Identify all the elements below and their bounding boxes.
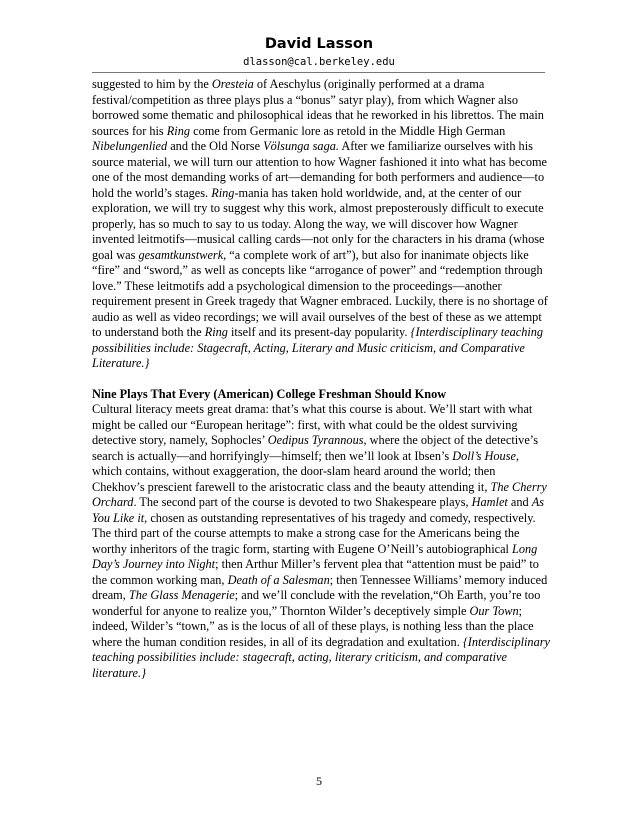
text-run: suggested to him by the	[92, 77, 212, 91]
teaching-note: {Interdisciplinary teaching possibilities include: stagecraft, acting, literary criticism, and comparative literature.}	[92, 634, 550, 680]
title-italic: The Cherry Orchard	[92, 479, 547, 509]
text-run: , which contains, without exaggeration, the door-slam heard around the world; then Chekhov’s prescient farewell to the aristocratic class and the beauty attending it,	[92, 448, 520, 494]
text-run: ; then Tennessee Williams’ memory induced dream,	[92, 572, 548, 602]
text-run: come from Germanic lore as retold in the Middle High German	[190, 123, 506, 138]
header-rule	[92, 72, 545, 73]
text-run: -mania has taken hold worldwide, and, at the center of our exploration, we will try to suggest why this work, almost preposterously difficult to execute properly, has so much to say to us today. Along the way, we will discover how Wagner invented leitmotifs—musical calling cards—not only for the characters in his drama (whose goal was	[92, 185, 545, 262]
text-run: , “a complete work of art”), but also for inanimate objects like “fire” and “sword,” as well as concepts like “arrogance of power” and “redemption through love.” These leitmotifs add a psychological dimension to the proceedings—another requirement present in Greek tragedy that Wagner embraced. Luckily, there is no shortage of audio as well as video recordings; we will avail ourselves of the best of these as we attempt to understand both the	[92, 247, 548, 339]
title-italic: Oedipus Tyrannous	[267, 433, 364, 447]
term-italic: gesamtkunstwerk	[138, 247, 224, 262]
text-run: , where the object of the detective’s search is actually—and horrifyingly—himself; then we’ll look at Ibsen’s	[92, 433, 538, 463]
title-italic: Ring	[166, 123, 191, 138]
document-body	[92, 77, 550, 681]
title-italic: Death of a Salesman	[227, 572, 330, 587]
text-run: and the Old Norse	[167, 139, 264, 153]
text-run: itself and its present-day popularity.	[227, 325, 411, 339]
title-italic: Völsunga saga.	[263, 139, 339, 153]
title-italic: The Glass Menagerie	[128, 588, 235, 602]
text-run: After we familiarize ourselves with his source material, we will turn our attention to how Wagner fashioned it into what has become one of the most demanding works of art—demanding for both performers and audience—to hold the world’s stages.	[92, 139, 548, 200]
text-run: ; indeed, Wilder’s “town,” as is the locus of all of these plays, is nothing less than the place where the human condition resides, in all of its degradation and exultation.	[92, 603, 534, 649]
page-number: 5	[316, 774, 322, 788]
teaching-note: {Interdisciplinary teaching possibilities include: Stagecraft, Acting, Literary and Music criticism, and Comparative Literature.}	[92, 325, 544, 370]
text-run: Cultural literacy meets great drama: that’s what this course is about. We’ll start with what might be called our “European heritage”: first, with what could be the oldest surviving detective story, namely, Sophocles’	[92, 402, 533, 447]
text-run: . The second part of the course is devoted to two Shakespeare plays,	[133, 495, 472, 509]
section-heading: Nine Plays That Every (American) College Freshman Should Know	[92, 386, 447, 401]
title-italic: Hamlet	[471, 495, 508, 509]
title-italic: Long Day’s Journey into Night	[92, 541, 538, 571]
text-run: of Aeschylus (originally performed at a drama festival/competition as three plays plus a “bonus” satyr play), from which Wagner also borrowed some thematic and philosophical ideas that he reworked in his librettos. The main sources for his	[92, 77, 544, 138]
text-run: ; then Arthur Miller’s fervent plea that “attention must be paid” to the common working man,	[92, 557, 539, 587]
title-italic: Ring	[211, 185, 235, 200]
title-italic: As You Like it	[92, 495, 545, 525]
paragraph-ring	[92, 77, 550, 372]
title-italic: Oresteia	[211, 77, 254, 91]
title-italic: Doll’s House	[452, 448, 516, 463]
paragraph-nine-plays	[92, 402, 550, 681]
paragraph-gap	[92, 372, 550, 387]
text-run: , chosen as outstanding representatives of his tragedy and comedy, respectively. The third part of the course attempts to make a strong case for the Americans being the worthy inheritors of the tragic form, starting with Eugene O’Neill’s autobiographical	[92, 510, 536, 556]
text-run: and	[507, 495, 532, 509]
author-name: David Lasson	[264, 36, 374, 52]
text-run: ; and we’ll conclude with the revelation,“Oh Earth, you’re too wonderful for anyone to realize you,” Thornton Wilder’s deceptively simple	[92, 588, 541, 618]
title-italic: Ring	[204, 325, 228, 339]
title-italic: Nibelungenlied	[92, 139, 168, 153]
title-italic: Our Town	[469, 603, 519, 618]
author-email: dlasson@cal.berkeley.edu	[243, 56, 395, 68]
